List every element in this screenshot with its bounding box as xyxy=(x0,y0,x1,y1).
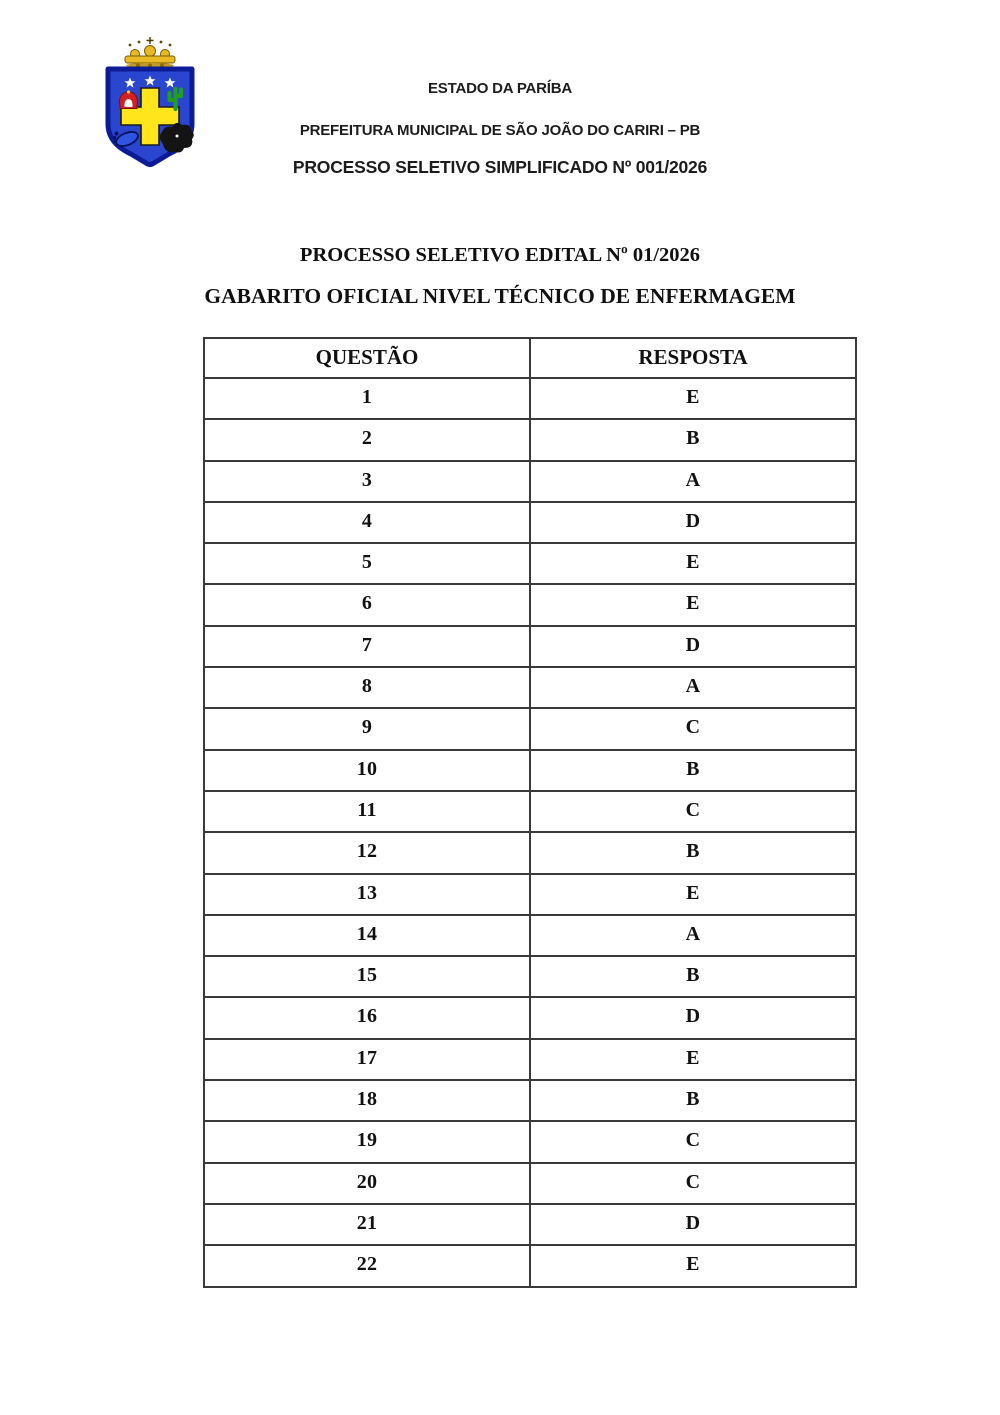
table-row xyxy=(204,667,856,708)
table-row xyxy=(204,750,856,791)
question-cell: 19 xyxy=(204,1121,530,1162)
answer-cell: E xyxy=(530,543,856,584)
question-cell: 13 xyxy=(204,874,530,915)
answer-cell: D xyxy=(530,626,856,667)
table-row xyxy=(204,1039,856,1080)
answer-cell: C xyxy=(530,1121,856,1162)
answer-cell: E xyxy=(530,378,856,419)
table-row xyxy=(204,1204,856,1245)
question-cell: 21 xyxy=(204,1204,530,1245)
answer-cell: E xyxy=(530,874,856,915)
table-row xyxy=(204,1080,856,1121)
answer-cell: A xyxy=(530,461,856,502)
table-row xyxy=(204,419,856,460)
table-row xyxy=(204,502,856,543)
answer-cell: C xyxy=(530,708,856,749)
table-row xyxy=(204,791,856,832)
table-row xyxy=(204,956,856,997)
table-row xyxy=(204,543,856,584)
question-cell: 14 xyxy=(204,915,530,956)
question-cell: 16 xyxy=(204,997,530,1038)
question-cell: 20 xyxy=(204,1163,530,1204)
question-cell: 2 xyxy=(204,419,530,460)
answer-cell: B xyxy=(530,956,856,997)
question-cell: 4 xyxy=(204,502,530,543)
answer-key-table xyxy=(203,337,857,1288)
table-row xyxy=(204,874,856,915)
question-cell: 22 xyxy=(204,1245,530,1286)
answer-cell: C xyxy=(530,791,856,832)
answer-cell: A xyxy=(530,915,856,956)
answer-cell: D xyxy=(530,502,856,543)
question-cell: 17 xyxy=(204,1039,530,1080)
answer-cell: E xyxy=(530,584,856,625)
question-cell: 15 xyxy=(204,956,530,997)
header-row xyxy=(204,338,856,378)
answer-cell: A xyxy=(530,667,856,708)
table-row xyxy=(204,584,856,625)
question-cell: 11 xyxy=(204,791,530,832)
document-title: PROCESSO SELETIVO EDITAL Nº 01/2026 xyxy=(299,244,701,266)
question-cell: 6 xyxy=(204,584,530,625)
answer-cell: E xyxy=(530,1245,856,1286)
column-header-questao: QUESTÃO xyxy=(204,338,530,378)
column-header-resposta: RESPOSTA xyxy=(530,338,856,378)
question-cell: 12 xyxy=(204,832,530,873)
question-cell: 3 xyxy=(204,461,530,502)
answer-key-body xyxy=(204,378,856,1287)
question-cell: 9 xyxy=(204,708,530,749)
table-row xyxy=(204,461,856,502)
table-row xyxy=(204,626,856,667)
answer-cell: D xyxy=(530,997,856,1038)
table-row xyxy=(204,378,856,419)
table-row xyxy=(204,832,856,873)
table-row xyxy=(204,708,856,749)
answer-cell: B xyxy=(530,419,856,460)
answer-cell: B xyxy=(530,1080,856,1121)
coat-of-arms-logo xyxy=(90,36,210,168)
letterhead-state-line: ESTADO DA PARÍBA xyxy=(427,80,573,97)
crown-ornament-dots xyxy=(129,37,172,46)
table-row xyxy=(204,1121,856,1162)
question-cell: 7 xyxy=(204,626,530,667)
question-cell: 8 xyxy=(204,667,530,708)
table-row xyxy=(204,1163,856,1204)
document-subtitle: GABARITO OFICIAL NIVEL TÉCNICO DE ENFERMAGEM xyxy=(204,284,796,308)
coat-of-arms-icon xyxy=(90,36,210,168)
table-row xyxy=(204,915,856,956)
table-row xyxy=(204,1245,856,1286)
answer-cell: B xyxy=(530,832,856,873)
letterhead-municipality-line: PREFEITURA MUNICIPAL DE SÃO JOÃO DO CARIRI – PB xyxy=(299,122,701,139)
answer-cell: E xyxy=(530,1039,856,1080)
crown-icon xyxy=(125,46,175,69)
question-cell: 5 xyxy=(204,543,530,584)
answer-cell: B xyxy=(530,750,856,791)
letterhead-process-line: PROCESSO SELETIVO SIMPLIFICADO Nº 001/2026 xyxy=(292,157,708,177)
question-cell: 10 xyxy=(204,750,530,791)
answer-key-header xyxy=(204,338,856,378)
answer-cell: D xyxy=(530,1204,856,1245)
table-row xyxy=(204,997,856,1038)
answer-cell: C xyxy=(530,1163,856,1204)
question-cell: 18 xyxy=(204,1080,530,1121)
question-cell: 1 xyxy=(204,378,530,419)
